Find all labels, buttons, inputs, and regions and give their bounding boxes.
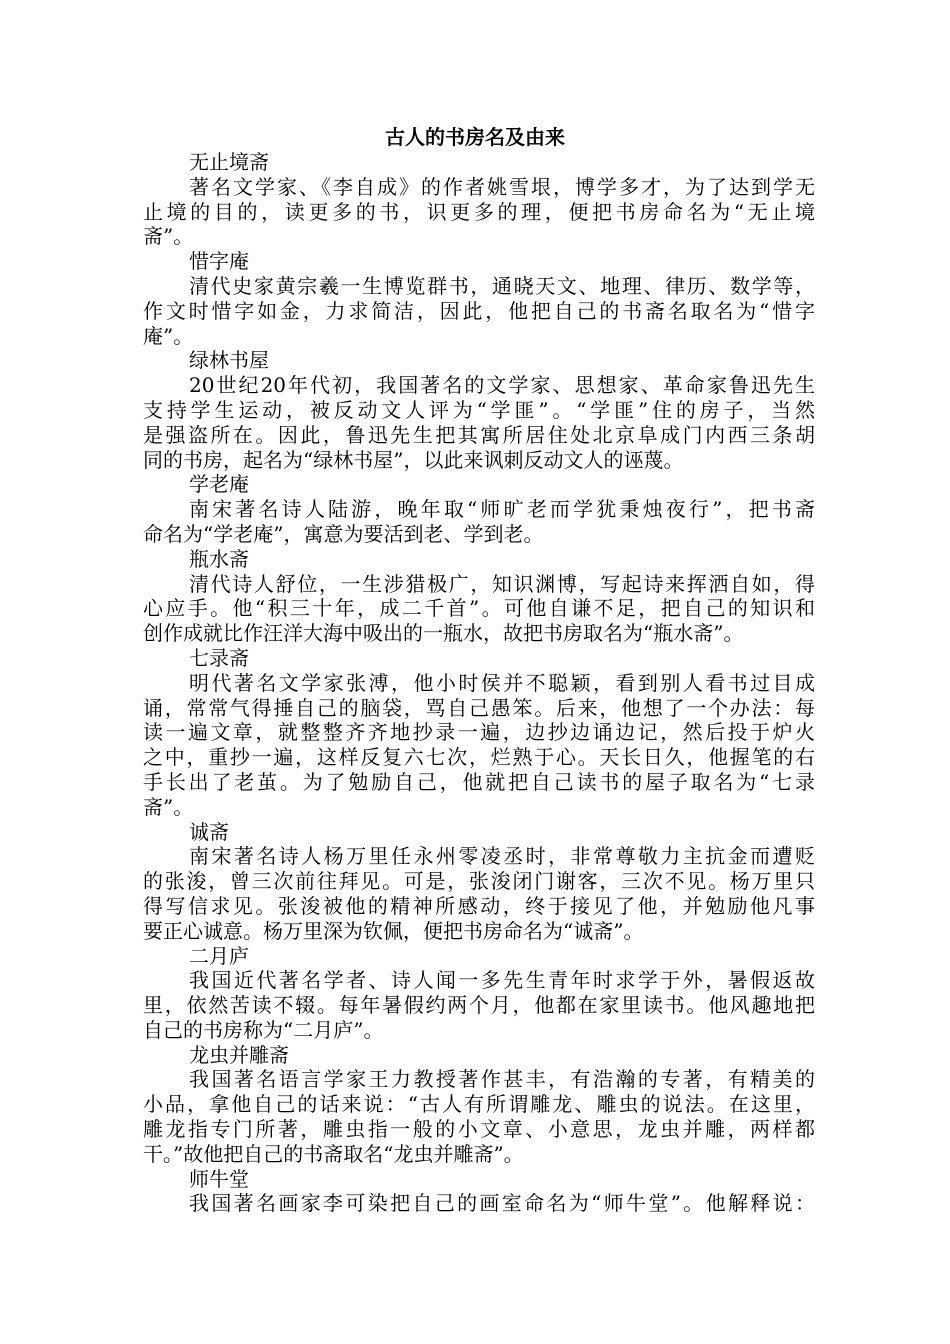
- section-heading: 瓶水斋: [189, 546, 249, 571]
- paragraph-line: 庵”。: [143, 323, 194, 348]
- section-heading: 师牛堂: [189, 1166, 249, 1191]
- paragraph-line: 创作成就比作汪洋大海中吸出的一瓶水，故把书房取名为“瓶水斋”。: [143, 621, 744, 646]
- paragraph-line: 我国近代著名学者、诗人闻一多先生青年时求学于外，暑假返故: [189, 968, 815, 993]
- paragraph-line: 我国著名语言学家王力教授著作甚丰，有浩瀚的专著，有精美的: [189, 1067, 815, 1092]
- section-heading: 诚斋: [189, 819, 229, 844]
- paragraph-line: 之中，重抄一遍，这样反复六七次，烂熟于心。天长日久，他握笔的右: [143, 745, 815, 770]
- paragraph-line: 20世纪20年代初，我国著名的文学家、思想家、革命家鲁迅先生: [189, 373, 815, 398]
- paragraph-line: 我国著名画家李可染把自己的画室命名为“师牛堂”。他解释说：: [189, 1191, 815, 1216]
- paragraph-line: 斋”。: [143, 224, 194, 249]
- paragraph-line: 同的书房，起名为“绿林书屋”，以此来讽刺反动文人的诬蔑。: [143, 447, 684, 472]
- paragraph-line: 得写信求见。张浚被他的精神所感动，终于接见了他，并勉励他凡事: [143, 893, 815, 918]
- paragraph-line: 小品，拿他自己的话来说：“古人有所谓雕龙、雕虫的说法。在这里，: [143, 1092, 815, 1117]
- paragraph-line: 读一遍文章，就整整齐齐地抄录一遍，边抄边诵边记，然后投于炉火: [143, 720, 815, 745]
- paragraph-line: 心应手。他“积三十年，成二千首”。可他自谦不足，把自己的知识和: [143, 596, 815, 621]
- paragraph-line: 手长出了老茧。为了勉励自己，他就把自己读书的屋子取名为“七录: [143, 769, 815, 794]
- paragraph-line: 南宋著名诗人杨万里任永州零凌丞时，非常尊敬力主抗金而遭贬: [189, 844, 815, 869]
- paragraph-line: 自己的书房称为“二月庐”。: [143, 1017, 384, 1042]
- paragraph-line: 的张浚，曾三次前往拜见。可是，张浚闭门谢客，三次不见。杨万里只: [143, 869, 815, 894]
- paragraph-line: 斋”。: [143, 794, 194, 819]
- section-heading: 绿林书屋: [189, 348, 269, 373]
- paragraph-line: 支持学生运动，被反动文人评为“学匪”。“学匪”住的房子，当然: [143, 397, 815, 422]
- section-heading: 惜字庵: [189, 249, 249, 274]
- paragraph-line: 要正心诚意。杨万里深为钦佩，便把书房命名为“诚斋”。: [143, 918, 644, 943]
- paragraph-line: 里，依然苦读不辍。每年暑假约两个月，他都在家里读书。他风趣地把: [143, 993, 815, 1018]
- paragraph-line: 清代史家黄宗羲一生博览群书，通晓天文、地理、律历、数学等，: [189, 273, 815, 298]
- section-heading: 无止境斋: [189, 150, 269, 174]
- document-body: [143, 150, 815, 1216]
- paragraph-line: 命名为“学老庵”，寓意为要活到老、学到老。: [143, 521, 544, 546]
- section-heading: 龙虫并雕斋: [189, 1042, 289, 1067]
- paragraph-line: 清代诗人舒位，一生涉猎极广，知识渊博，写起诗来挥洒自如，得: [189, 571, 815, 596]
- paragraph-line: 雕龙指专门所著，雕虫指一般的小文章、小意思，龙虫并雕，两样都: [143, 1117, 815, 1142]
- section-heading: 学老庵: [189, 472, 249, 497]
- paragraph-line: 止境的目的，读更多的书，识更多的理，便把书房命名为“无止境: [143, 199, 815, 224]
- paragraph-line: 明代著名文学家张溥，他小时侯并不聪颖，看到别人看书过目成: [189, 670, 815, 695]
- paragraph-line: 干。”故他把自己的书斋取名“龙虫并雕斋”。: [143, 1141, 524, 1166]
- paragraph-line: 著名文学家、《李自成》的作者姚雪垠，博学多才，为了达到学无: [189, 174, 815, 199]
- section-heading: 二月庐: [189, 943, 249, 968]
- paragraph-line: 作文时惜字如金，力求简洁，因此，他把自己的书斋名取名为“惜字: [143, 298, 815, 323]
- section-heading: 七录斋: [189, 645, 249, 670]
- paragraph-line: 是强盗所在。因此，鲁迅先生把其寓所居住处北京阜成门内西三条胡: [143, 422, 815, 447]
- paragraph-line: 诵，常常气得捶自己的脑袋，骂自己愚笨。后来，他想了一个办法：每: [143, 695, 815, 720]
- paragraph-line: 南宋著名诗人陆游，晚年取“师旷老而学犹秉烛夜行”，把书斋: [189, 497, 815, 522]
- document-title: 古人的书房名及由来: [385, 125, 565, 149]
